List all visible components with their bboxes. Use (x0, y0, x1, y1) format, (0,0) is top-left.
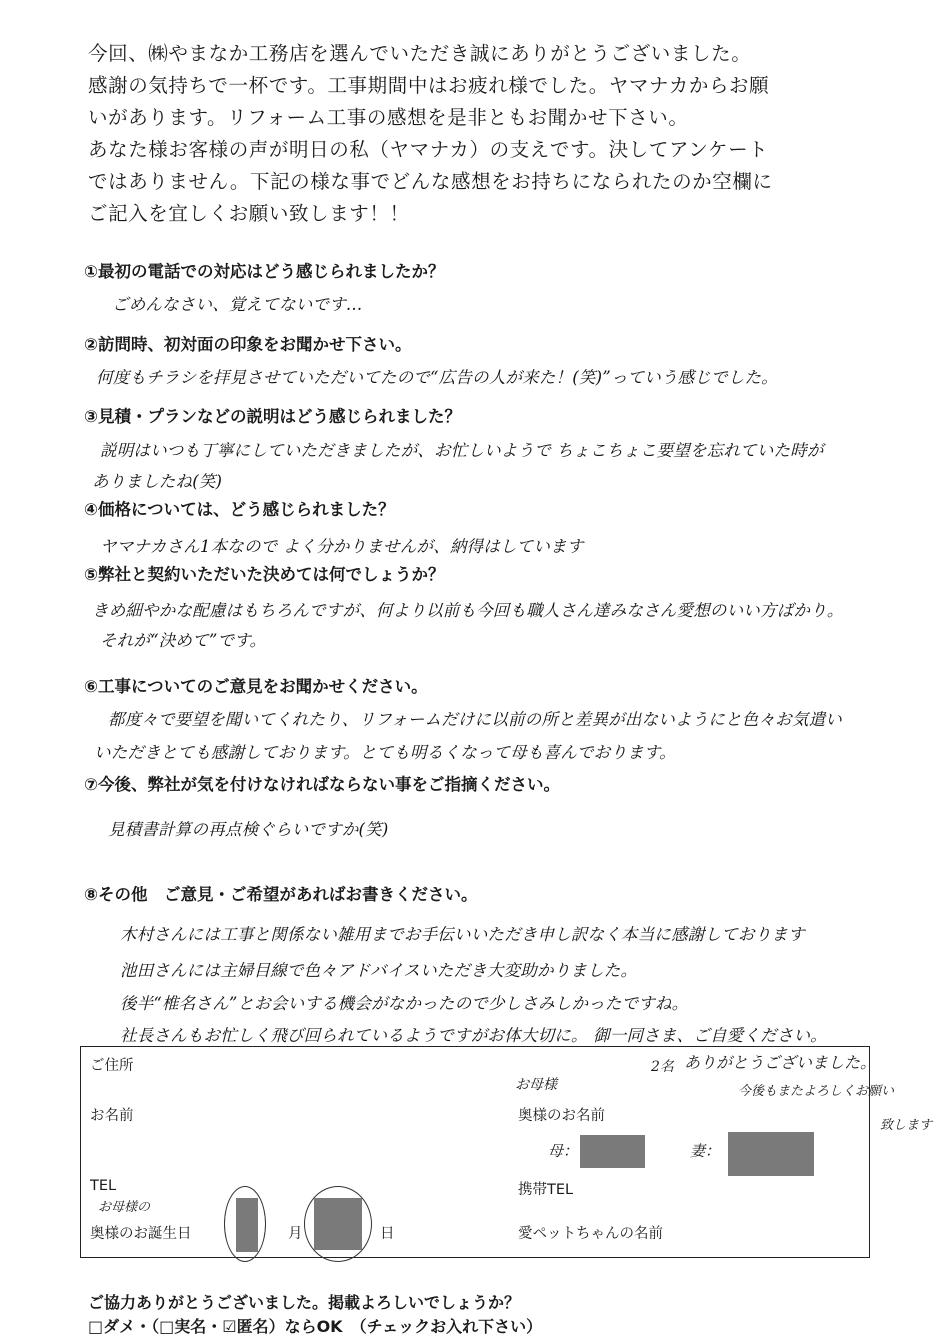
answer-8-line-2: 池田さんには主婦目線で色々アドバイスいただき大変助かりました。 (120, 961, 638, 980)
handwritten-wife-label: 妻： (690, 1142, 721, 1160)
answer-5-line-1: きめ細やかな配慮はもちろんですが、何より以前も今回も職人さん達みなさん愛想のいい方ばかり。 (92, 601, 844, 620)
handwritten-thanks: ありがとうございました。 (684, 1053, 877, 1072)
intro-line: あなた様お客様の声が明日の私（ヤマナカ）の支えです。決してアンケート (88, 138, 769, 161)
handwritten-mother-label: 母： (548, 1142, 579, 1160)
consent-question: ご協力ありがとうございました。掲載よろしいでしょうか？ (88, 1293, 521, 1312)
answer-4: ヤマナカさん1本なので よく分かりませんが、納得はしています (100, 537, 584, 556)
birthday-label: 奥様のお誕生日 (90, 1226, 192, 1242)
question-4: ④価格については、どう感じられました？ (84, 500, 395, 519)
question-5: ⑤弊社と契約いただいた決めては何でしょうか？ (84, 565, 445, 584)
question-6: ⑥工事についてのご意見をお聞かせください。 (84, 677, 428, 696)
question-1: ①最初の電話での対応はどう感じられましたか？ (84, 262, 445, 281)
wife-name-label: 奥様のお名前 (518, 1108, 605, 1124)
question-7: ⑦今後、弊社が気を付けなければならない事をご指摘ください。 (84, 775, 560, 794)
answer-3-line-2: ありましたね(笑) (92, 472, 223, 491)
answer-7: 見積書計算の再点検ぐらいですか(笑) (108, 820, 389, 839)
intro-line: 感謝の気持ちで一杯です。工事期間中はお疲れ様でした。ヤマナカからお願 (88, 74, 770, 97)
intro-paragraph (88, 38, 888, 230)
question-2: ②訪問時、初対面の印象をお聞かせ下さい。 (84, 335, 412, 354)
intro-line: ご記入を宜しくお願い致します！！ (88, 202, 410, 225)
name-label: お名前 (90, 1108, 134, 1124)
answer-8-line-3: 後半“椎名さん”とお会いする機会がなかったので少しさみしかったですね。 (120, 994, 689, 1013)
intro-line: ではありません。下記の様な事でどんな感想をお持ちになられたのか空欄に (88, 170, 773, 193)
answer-6-line-2: いただきとても感謝しております。とても明るくなって母も喜んでおります。 (94, 743, 676, 762)
redacted-birth-month (236, 1198, 258, 1252)
tel-label: TEL (90, 1178, 117, 1194)
answer-5-line-2: それが“決めて”です。 (100, 631, 267, 650)
answer-3-line-1: 説明はいつも丁寧にしていただきましたが、お忙しいようで ちょこちょこ要望を忘れていた時が (100, 441, 824, 460)
question-8: ⑧その他 ご意見・ご希望があればお書きください。 (84, 885, 478, 904)
month-label: 月 (288, 1226, 303, 1242)
intro-line: いがあります。リフォーム工事の感想を是非ともお聞かせ下さい。 (88, 106, 689, 129)
mobile-tel-label: 携帯TEL (518, 1182, 574, 1198)
handwritten-mother: お母様 (515, 1077, 557, 1093)
answer-6-line-1: 都度々で要望を聞いてくれたり、リフォームだけに以前の所と差異が出ないようにと色々お気遣い (108, 710, 842, 729)
handwritten-two-people: 2名 (651, 1059, 674, 1075)
handwritten-future-1: 今後もまたよろしくお願い (738, 1084, 895, 1099)
handwritten-future-2: 致します (880, 1118, 933, 1133)
answer-8-line-1: 木村さんには工事と関係ない雑用までお手伝いいただき申し訳なく本当に感謝しております (120, 925, 805, 944)
answer-2: 何度もチラシを拝見させていただいてたので“広告の人が来た！(笑)”っていう感じでした。 (96, 368, 778, 387)
address-label: ご住所 (90, 1058, 134, 1074)
question-3: ③見積・プランなどの説明はどう感じられました？ (84, 407, 461, 426)
redacted-mother-name (580, 1135, 645, 1168)
redacted-wife-name (728, 1132, 814, 1176)
answer-8-line-4: 社長さんもお忙しく飛び回られているようですがお体大切に。 御一同さま、ご自愛ください。 (120, 1026, 827, 1045)
pet-name-label: 愛ペットちゃんの名前 (518, 1226, 663, 1242)
day-label: 日 (380, 1226, 395, 1242)
answer-1: ごめんなさい、覚えてないです… (112, 295, 363, 314)
redacted-birth-day (314, 1198, 362, 1250)
intro-line: 今回、㈱やまなか工務店を選んでいただき誠にありがとうございました。 (88, 42, 752, 65)
handwritten-birthday-prefix: お母様の (98, 1200, 151, 1215)
consent-options: □ダメ・（□実名・☑匿名）ならOK （チェックお入れ下さい） (88, 1317, 543, 1336)
